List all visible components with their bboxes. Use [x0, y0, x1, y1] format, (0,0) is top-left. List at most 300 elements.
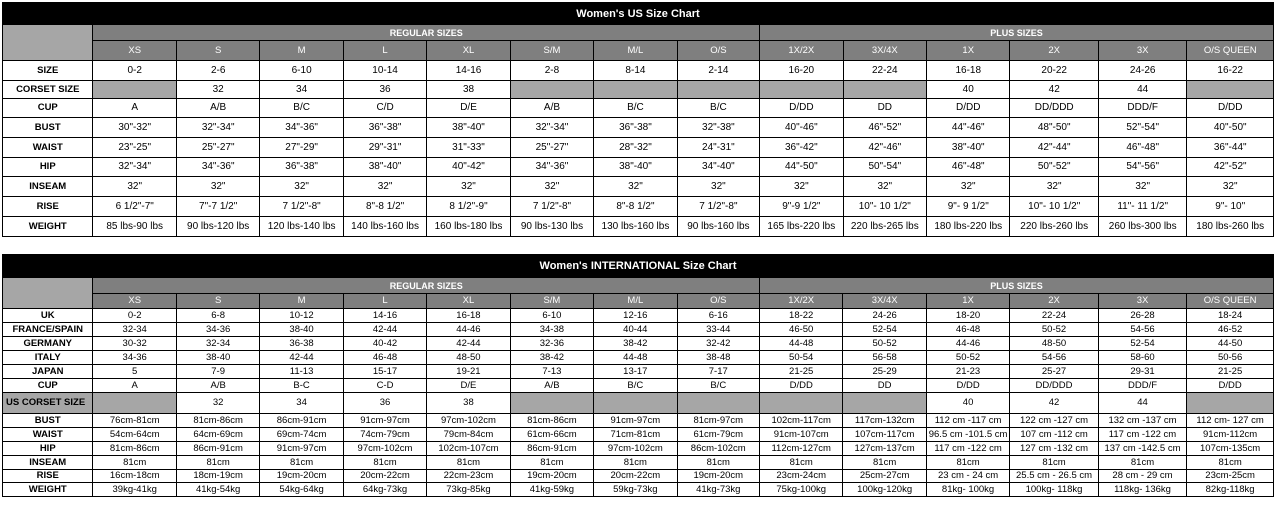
table-cell: 81cm: [343, 456, 426, 470]
table-cell: A/B: [176, 379, 259, 393]
table-cell: 91cm-97cm: [260, 442, 343, 456]
table-cell: 10-14: [343, 61, 426, 81]
table-cell: 112 cm- 127 cm: [1187, 414, 1274, 428]
table-cell: 6-10: [260, 61, 343, 81]
table-cell: [594, 81, 677, 99]
table-cell: 44"-46": [927, 118, 1010, 138]
table-cell: 39kg-41kg: [93, 483, 176, 497]
table-cell: 34"-36": [260, 118, 343, 138]
table-cell: 42"-44": [1010, 138, 1098, 158]
table-cell: 71cm-81cm: [594, 428, 677, 442]
table-cell: [677, 393, 759, 414]
table-cell: 54-56: [1098, 323, 1186, 337]
table-row: [3, 118, 1274, 138]
table-cell: 38-42: [594, 337, 677, 351]
table-cell: 7 1/2"-8": [260, 197, 343, 217]
table-cell: DDD/F: [1098, 99, 1186, 118]
table-cell: 180 lbs-220 lbs: [927, 217, 1010, 237]
table-cell: 32": [260, 177, 343, 197]
table-cell: 64cm-69cm: [176, 428, 259, 442]
size-column-header: M: [260, 41, 343, 61]
table-cell: [1187, 81, 1274, 99]
table-cell: 7-9: [176, 365, 259, 379]
table-cell: 117 cm -122 cm: [926, 442, 1009, 456]
row-label: CUP: [3, 379, 93, 393]
table-cell: 32": [176, 177, 259, 197]
table-cell: 40-42: [343, 337, 426, 351]
table-cell: 11-13: [260, 365, 343, 379]
corner-cell: [3, 278, 93, 309]
row-label: UK: [3, 309, 93, 323]
row-label: FRANCE/SPAIN: [3, 323, 93, 337]
table-row: [3, 351, 1274, 365]
size-column-header: XS: [93, 41, 176, 61]
size-column-header: 1X: [926, 294, 1009, 309]
table-row: [3, 414, 1274, 428]
table-row: [3, 309, 1274, 323]
row-label: CORSET SIZE: [3, 81, 93, 99]
table-cell: 61cm-79cm: [677, 428, 759, 442]
table-cell: [843, 393, 926, 414]
size-column-header: 1X/2X: [759, 294, 842, 309]
row-label: INSEAM: [3, 177, 93, 197]
size-column-header: M/L: [594, 41, 677, 61]
chart-title: Women's US Size Chart: [3, 3, 1274, 25]
table-cell: 38"-40": [427, 118, 510, 138]
row-label: HIP: [3, 158, 93, 177]
table-cell: D/DD: [926, 379, 1009, 393]
table-cell: 137 cm -142.5 cm: [1098, 442, 1186, 456]
table-cell: 32": [343, 177, 426, 197]
table-cell: 34"-36": [510, 158, 593, 177]
table-cell: 19cm-20cm: [510, 470, 593, 483]
table-cell: 44: [1098, 393, 1186, 414]
table-cell: 29-31: [1098, 365, 1186, 379]
chart-title: Women's INTERNATIONAL Size Chart: [3, 255, 1274, 278]
table-cell: 81cm-86cm: [176, 414, 259, 428]
table-cell: 32"-34": [176, 118, 259, 138]
table-cell: DD/DDD: [1010, 99, 1098, 118]
table-cell: A: [93, 379, 176, 393]
size-column-header: XL: [427, 294, 510, 309]
table-cell: [1187, 393, 1274, 414]
table-cell: 81cm: [677, 456, 759, 470]
table-cell: 40"-46": [760, 118, 843, 138]
table-cell: 127 cm -132 cm: [1010, 442, 1098, 456]
table-cell: 81cm: [1098, 456, 1186, 470]
table-cell: 48-50: [1010, 337, 1098, 351]
table-cell: 14-16: [343, 309, 426, 323]
table-cell: A/B: [176, 99, 259, 118]
table-cell: 36"-38": [594, 118, 677, 138]
table-row: [3, 365, 1274, 379]
table-cell: 42: [1010, 81, 1098, 99]
table-cell: 44-46: [926, 337, 1009, 351]
table-cell: 34"-36": [176, 158, 259, 177]
table-cell: 25"-27": [510, 138, 593, 158]
size-column-header: M/L: [594, 294, 677, 309]
table-cell: 118kg- 136kg: [1098, 483, 1186, 497]
table-cell: 25-29: [843, 365, 926, 379]
row-label: HIP: [3, 442, 93, 456]
table-cell: 21-23: [926, 365, 1009, 379]
table-cell: [594, 393, 677, 414]
table-cell: 19-21: [427, 365, 510, 379]
table-cell: 122 cm -127 cm: [1010, 414, 1098, 428]
table-cell: 18-20: [926, 309, 1009, 323]
row-label: SIZE: [3, 61, 93, 81]
table-cell: 32": [843, 177, 926, 197]
table-cell: DD: [843, 379, 926, 393]
table-cell: DD/DDD: [1010, 379, 1098, 393]
table-cell: 28 cm - 29 cm: [1098, 470, 1186, 483]
table-cell: 32": [93, 177, 176, 197]
table-row: [3, 483, 1274, 497]
table-cell: 16-22: [1187, 61, 1274, 81]
table-cell: [510, 393, 593, 414]
table-cell: 107cm-117cm: [843, 428, 926, 442]
table-row: [3, 99, 1274, 118]
table-cell: 8-14: [594, 61, 677, 81]
size-column-header: XL: [427, 41, 510, 61]
row-label: JAPAN: [3, 365, 93, 379]
table-cell: 13-17: [594, 365, 677, 379]
table-cell: 107cm-135cm: [1187, 442, 1274, 456]
table-cell: 25cm-27cm: [843, 470, 926, 483]
table-cell: 22-24: [1010, 309, 1098, 323]
table-cell: 20cm-22cm: [594, 470, 677, 483]
table-cell: B-C: [260, 379, 343, 393]
table-cell: 58-60: [1098, 351, 1186, 365]
size-column-header: 1X: [927, 41, 1010, 61]
table-cell: 81cm: [594, 456, 677, 470]
table-cell: A: [93, 99, 176, 118]
table-cell: 81cm: [93, 456, 176, 470]
table-cell: 85 lbs-90 lbs: [93, 217, 176, 237]
us-size-chart: [2, 2, 1274, 237]
table-cell: 18cm-19cm: [176, 470, 259, 483]
table-cell: 160 lbs-180 lbs: [427, 217, 510, 237]
table-cell: 81cm: [260, 456, 343, 470]
table-cell: 34: [260, 81, 343, 99]
table-cell: 50-56: [1187, 351, 1274, 365]
table-cell: 32-34: [176, 337, 259, 351]
table-cell: 260 lbs-300 lbs: [1098, 217, 1186, 237]
table-cell: 36"-44": [1187, 138, 1274, 158]
table-cell: A/B: [510, 379, 593, 393]
table-row: [3, 197, 1274, 217]
table-cell: 12-16: [594, 309, 677, 323]
table-row: [3, 393, 1274, 414]
table-cell: 9"- 9 1/2": [927, 197, 1010, 217]
table-cell: 6 1/2"-7": [93, 197, 176, 217]
table-cell: 38-48: [677, 351, 759, 365]
table-cell: 50-52: [843, 337, 926, 351]
table-cell: [510, 81, 593, 99]
table-cell: 40-44: [594, 323, 677, 337]
table-cell: D/DD: [760, 99, 843, 118]
table-cell: 9"- 10": [1187, 197, 1274, 217]
table-cell: 29"-31": [343, 138, 426, 158]
table-cell: 24-26: [1098, 61, 1186, 81]
table-cell: [677, 81, 759, 99]
table-cell: 50-52: [1010, 323, 1098, 337]
table-cell: 14-16: [427, 61, 510, 81]
table-cell: 40"-42": [427, 158, 510, 177]
table-row: [3, 428, 1274, 442]
table-cell: 50"-52": [1010, 158, 1098, 177]
table-cell: 81cm: [176, 456, 259, 470]
table-cell: 81cm: [843, 456, 926, 470]
table-cell: 32: [176, 393, 259, 414]
size-column-header: 3X/4X: [843, 41, 926, 61]
table-cell: 21-25: [759, 365, 842, 379]
table-cell: 97cm-102cm: [427, 414, 510, 428]
row-label: WEIGHT: [3, 217, 93, 237]
table-cell: 32: [176, 81, 259, 99]
table-cell: 81cm: [1010, 456, 1098, 470]
table-cell: 34-36: [93, 351, 176, 365]
size-column-header: 2X: [1010, 41, 1098, 61]
table-cell: 34-38: [510, 323, 593, 337]
table-cell: 0-2: [93, 309, 176, 323]
row-label: US CORSET SIZE: [3, 393, 93, 414]
table-cell: 15-17: [343, 365, 426, 379]
table-cell: 7 1/2"-8": [510, 197, 593, 217]
size-column-header: 3X/4X: [843, 294, 926, 309]
table-cell: 54-56: [1010, 351, 1098, 365]
international-size-chart: [2, 254, 1274, 497]
table-cell: 44"-50": [760, 158, 843, 177]
table-cell: 64kg-73kg: [343, 483, 426, 497]
table-cell: 24"-31": [677, 138, 759, 158]
table-cell: 82kg-118kg: [1187, 483, 1274, 497]
table-cell: 42-44: [343, 323, 426, 337]
table-cell: 46"-48": [927, 158, 1010, 177]
table-cell: 46-48: [926, 323, 1009, 337]
table-cell: 9"-9 1/2": [760, 197, 843, 217]
size-column-header: S: [176, 294, 259, 309]
table-cell: 54"-56": [1098, 158, 1186, 177]
table-cell: [843, 81, 926, 99]
table-cell: 19cm-20cm: [260, 470, 343, 483]
size-column-header: O/S QUEEN: [1187, 294, 1274, 309]
table-cell: 16-20: [760, 61, 843, 81]
table-cell: [759, 393, 842, 414]
table-cell: 30-32: [93, 337, 176, 351]
table-cell: 86cm-91cm: [176, 442, 259, 456]
size-column-header: 2X: [1010, 294, 1098, 309]
table-cell: 97cm-102cm: [594, 442, 677, 456]
table-cell: 32-42: [677, 337, 759, 351]
table-cell: 112 cm -117 cm: [926, 414, 1009, 428]
table-cell: 34-36: [176, 323, 259, 337]
table-row: [3, 456, 1274, 470]
table-row: [3, 337, 1274, 351]
table-cell: 36"-38": [343, 118, 426, 138]
table-cell: 46-52: [1187, 323, 1274, 337]
table-cell: 165 lbs-220 lbs: [760, 217, 843, 237]
table-cell: 10"- 10 1/2": [1010, 197, 1098, 217]
table-cell: 79cm-84cm: [427, 428, 510, 442]
table-cell: 32-34: [93, 323, 176, 337]
table-cell: 32": [1098, 177, 1186, 197]
table-cell: 76cm-81cm: [93, 414, 176, 428]
table-cell: 56-58: [843, 351, 926, 365]
table-row: [3, 61, 1274, 81]
table-cell: 16cm-18cm: [93, 470, 176, 483]
table-cell: 32": [510, 177, 593, 197]
table-cell: 36: [343, 81, 426, 99]
table-cell: D/DD: [1187, 99, 1274, 118]
table-cell: 16-18: [927, 61, 1010, 81]
table-cell: 41kg-73kg: [677, 483, 759, 497]
table-cell: DDD/F: [1098, 379, 1186, 393]
table-cell: 10-12: [260, 309, 343, 323]
table-cell: 102cm-117cm: [759, 414, 842, 428]
table-cell: D/E: [427, 99, 510, 118]
table-cell: 26-28: [1098, 309, 1186, 323]
size-column-header: 3X: [1098, 294, 1186, 309]
table-cell: 2-6: [176, 61, 259, 81]
row-label: BUST: [3, 414, 93, 428]
table-cell: 28"-32": [594, 138, 677, 158]
table-cell: 32"-38": [677, 118, 759, 138]
table-cell: 54cm-64cm: [93, 428, 176, 442]
table-cell: 27"-29": [260, 138, 343, 158]
table-cell: 7 1/2"-8": [677, 197, 759, 217]
table-cell: 0-2: [93, 61, 176, 81]
table-cell: 38"-40": [343, 158, 426, 177]
table-cell: 25.5 cm - 26.5 cm: [1010, 470, 1098, 483]
row-label: ITALY: [3, 351, 93, 365]
table-cell: 38-40: [176, 351, 259, 365]
table-cell: 220 lbs-260 lbs: [1010, 217, 1098, 237]
table-cell: 24-26: [843, 309, 926, 323]
size-column-header: S/M: [510, 294, 593, 309]
table-cell: 46-50: [759, 323, 842, 337]
table-cell: 42"-52": [1187, 158, 1274, 177]
table-row: [3, 442, 1274, 456]
table-cell: 20-22: [1010, 61, 1098, 81]
table-cell: 91cm-97cm: [594, 414, 677, 428]
table-cell: 22cm-23cm: [427, 470, 510, 483]
table-cell: 86cm-102cm: [677, 442, 759, 456]
table-cell: B/C: [594, 379, 677, 393]
table-cell: 38-40: [260, 323, 343, 337]
table-cell: 23"-25": [93, 138, 176, 158]
table-cell: 11"- 11 1/2": [1098, 197, 1186, 217]
table-cell: 90 lbs-130 lbs: [510, 217, 593, 237]
table-cell: 48"-50": [1010, 118, 1098, 138]
table-cell: 120 lbs-140 lbs: [260, 217, 343, 237]
table-cell: 18-22: [759, 309, 842, 323]
table-cell: 86cm-91cm: [510, 442, 593, 456]
table-cell: 117cm-132cm: [843, 414, 926, 428]
table-cell: 81kg- 100kg: [926, 483, 1009, 497]
table-cell: 20cm-22cm: [343, 470, 426, 483]
size-column-header: O/S QUEEN: [1187, 41, 1274, 61]
table-cell: 107 cm -112 cm: [1010, 428, 1098, 442]
table-cell: 32": [427, 177, 510, 197]
table-cell: 38: [427, 393, 510, 414]
table-cell: B/C: [677, 99, 759, 118]
table-cell: A/B: [510, 99, 593, 118]
table-cell: 117 cm -122 cm: [1098, 428, 1186, 442]
table-cell: 40: [927, 81, 1010, 99]
table-cell: 30"-32": [93, 118, 176, 138]
table-cell: 69cm-74cm: [260, 428, 343, 442]
table-cell: 34: [260, 393, 343, 414]
table-cell: 130 lbs-160 lbs: [594, 217, 677, 237]
table-cell: 18-24: [1187, 309, 1274, 323]
table-cell: 2-8: [510, 61, 593, 81]
table-cell: D/DD: [927, 99, 1010, 118]
regular-sizes-header: REGULAR SIZES: [93, 278, 760, 294]
table-cell: DD: [843, 99, 926, 118]
table-cell: 32": [1010, 177, 1098, 197]
table-cell: 36: [343, 393, 426, 414]
table-cell: 112cm-127cm: [759, 442, 842, 456]
table-cell: D/DD: [759, 379, 842, 393]
size-column-header: O/S: [677, 294, 759, 309]
table-cell: B/C: [594, 99, 677, 118]
table-cell: 90 lbs-160 lbs: [677, 217, 759, 237]
table-cell: [760, 81, 843, 99]
table-cell: 5: [93, 365, 176, 379]
table-cell: 52"-54": [1098, 118, 1186, 138]
table-cell: 38-42: [510, 351, 593, 365]
table-cell: 81cm: [926, 456, 1009, 470]
table-cell: 38: [427, 81, 510, 99]
regular-sizes-header: REGULAR SIZES: [93, 25, 760, 41]
table-cell: 81cm: [427, 456, 510, 470]
table-row: [3, 217, 1274, 237]
size-column-header: S: [176, 41, 259, 61]
row-label: RISE: [3, 470, 93, 483]
size-column-header: S/M: [510, 41, 593, 61]
row-label: WEIGHT: [3, 483, 93, 497]
table-cell: 44-46: [427, 323, 510, 337]
table-cell: 2-14: [677, 61, 759, 81]
table-row: [3, 81, 1274, 99]
table-cell: 52-54: [1098, 337, 1186, 351]
table-cell: 44-48: [759, 337, 842, 351]
table-cell: 32"-34": [510, 118, 593, 138]
table-cell: 32": [594, 177, 677, 197]
table-cell: 91cm-97cm: [343, 414, 426, 428]
table-cell: 140 lbs-160 lbs: [343, 217, 426, 237]
table-cell: 8"-8 1/2": [343, 197, 426, 217]
table-cell: 54kg-64kg: [260, 483, 343, 497]
table-cell: 42-44: [260, 351, 343, 365]
row-label: RISE: [3, 197, 93, 217]
table-cell: 100kg- 118kg: [1010, 483, 1098, 497]
table-cell: 44: [1098, 81, 1186, 99]
table-cell: 81cm-86cm: [93, 442, 176, 456]
table-cell: 8 1/2"-9": [427, 197, 510, 217]
table-cell: 7-13: [510, 365, 593, 379]
table-cell: 32": [677, 177, 759, 197]
table-cell: 40: [926, 393, 1009, 414]
size-column-header: 1X/2X: [760, 41, 843, 61]
table-cell: 44-50: [1187, 337, 1274, 351]
row-label: WAIST: [3, 428, 93, 442]
table-cell: 10"- 10 1/2": [843, 197, 926, 217]
table-cell: 81cm-97cm: [677, 414, 759, 428]
table-cell: 25-27: [1010, 365, 1098, 379]
table-cell: 23 cm - 24 cm: [926, 470, 1009, 483]
